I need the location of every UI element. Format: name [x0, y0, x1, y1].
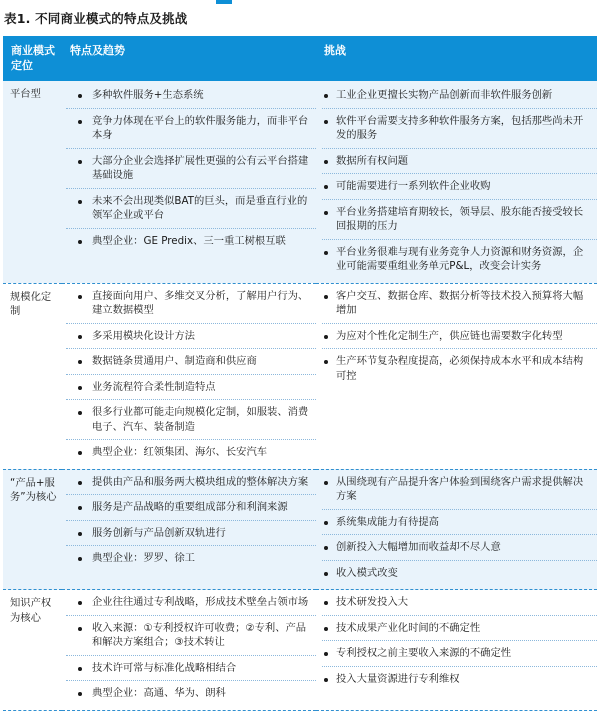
bullet-icon: [78, 360, 82, 364]
bullet-icon: [78, 692, 82, 696]
list-item: [66, 109, 316, 149]
list-item: [322, 284, 597, 324]
bullet-icon: [78, 667, 82, 671]
challenges-list: [322, 284, 597, 389]
list-item-text: 工业企业更擅长实物产品创新而非软件服务创新: [336, 89, 553, 101]
list-item: [66, 681, 316, 706]
list-item-text: 提供由产品和服务两大模块组成的整体解决方案: [92, 475, 309, 488]
features-list: [66, 470, 316, 571]
list-item-text: 很多行业都可能走向规模化定制，如服装、消费电子、汽车、装备制造: [92, 406, 309, 433]
list-item: [66, 590, 316, 616]
list-item-text: 为应对个性化定制生产，供应链也需要数字化转型: [336, 329, 563, 342]
bullet-icon: [78, 295, 82, 299]
bullet-icon: [324, 360, 328, 364]
challenges-list: [322, 590, 597, 691]
list-item-text: 服务创新与产品创新双轨进行: [92, 526, 226, 539]
bullet-icon: [324, 652, 328, 656]
list-item-text: 技术研发投入大: [336, 596, 409, 608]
bullet-icon: [78, 557, 82, 561]
list-item: [66, 189, 316, 229]
list-item: [66, 440, 316, 465]
bullet-icon: [324, 94, 328, 98]
bullet-icon: [324, 481, 328, 485]
bullet-icon: [324, 678, 328, 682]
list-item: [322, 470, 597, 510]
bullet-icon: [78, 335, 82, 339]
list-item-text: 技术许可常与标准化战略相结合: [92, 661, 237, 674]
bullet-icon: [324, 627, 328, 631]
list-item: [322, 535, 597, 561]
list-item: [66, 349, 316, 375]
list-item: [66, 375, 316, 401]
model-cell: 平台型: [3, 81, 62, 283]
bullet-icon: [78, 601, 82, 605]
list-item: [66, 616, 316, 656]
list-item: [66, 284, 316, 324]
bullet-icon: [324, 572, 328, 576]
list-item: [322, 349, 597, 388]
list-item-text: 企业往往通过专利战略，形成技术壁垒占领市场: [92, 596, 309, 608]
bullet-icon: [324, 601, 328, 605]
header-row: [3, 36, 597, 81]
list-item: [322, 109, 597, 149]
list-item-text: 可能需要进行一系列软件企业收购: [336, 180, 491, 192]
list-item-text: 直接面向用户、多维交叉分析，了解用户行为、建立数据模型: [92, 289, 309, 316]
list-item: [322, 324, 597, 350]
list-item-text: 典型企业：红领集团、海尔、长安汽车: [92, 446, 268, 458]
bullet-icon: [78, 481, 82, 485]
table-row: [3, 590, 597, 711]
list-item: [322, 240, 597, 279]
list-item-text: 大部分企业会选择扩展性更强的公有云平台搭建基础设施: [92, 154, 309, 181]
bullet-icon: [324, 251, 328, 255]
list-item-text: 多采用模块化设计方法: [92, 329, 195, 342]
bullet-icon: [324, 211, 328, 215]
features-cell: [62, 81, 316, 283]
bullet-icon: [78, 532, 82, 536]
list-item-text: 竞争力体现在平台上的软件服务能力，而非平台本身: [92, 114, 309, 141]
list-item-text: 业务流程符合柔性制造特点: [92, 380, 216, 393]
model-cell: “产品+服务”为核心: [3, 469, 62, 590]
list-item: [322, 641, 597, 667]
list-item-text: 平台业务搭建培育期较长，领导层、股东能否接受较长回报期的压力: [336, 205, 584, 232]
list-item-text: 数据所有权问题: [336, 154, 409, 167]
list-item: [322, 667, 597, 692]
list-item: [66, 229, 316, 254]
challenges-cell: [316, 590, 597, 711]
bullet-icon: [324, 120, 328, 124]
features-cell: [62, 590, 316, 711]
top-accent-bar: [216, 0, 232, 4]
bullet-icon: [78, 451, 82, 455]
challenges-list: [322, 83, 597, 279]
bullet-icon: [78, 94, 82, 98]
list-item: [66, 495, 316, 521]
list-item: [66, 546, 316, 571]
features-cell: [62, 469, 316, 590]
business-model-table: [3, 36, 597, 711]
bullet-icon: [78, 506, 82, 510]
list-item-text: 典型企业：罗罗、徐工: [92, 552, 195, 564]
list-item: [322, 149, 597, 175]
bullet-icon: [324, 160, 328, 164]
bullet-icon: [78, 160, 82, 164]
bullet-icon: [78, 386, 82, 390]
bullet-icon: [78, 240, 82, 244]
list-item-text: 投入大量资源进行专利维权: [336, 672, 460, 685]
list-item-text: 客户交互、数据仓库、数据分析等技术投入预算将大幅增加: [336, 289, 584, 316]
list-item-text: 平台业务很难与现有业务竞争人力资源和财务资源，企业可能需要重组业务单元P&L，改变会计实务: [336, 245, 584, 272]
list-item-text: 从围绕现有产品提升客户体验到围绕客户需求提供解决方案: [336, 475, 584, 502]
features-list: [66, 284, 316, 465]
table-caption: 表1. 不同商业模式的特点及挑战: [4, 11, 188, 26]
list-item-text: 数据链条贯通用户、制造商和供应商: [92, 355, 257, 367]
list-item-text: 软件平台需要支持多种软件服务方案，包括那些尚未开发的服务: [336, 114, 584, 141]
list-item-text: 收入来源：①专利授权许可收费；②专利、产品和解决方案组合；③技术转让: [92, 621, 307, 648]
list-item: [322, 590, 597, 616]
list-item: [66, 83, 316, 109]
list-item: [322, 616, 597, 642]
table-row: [3, 469, 597, 590]
bullet-icon: [324, 185, 328, 189]
list-item-text: 专利授权之前主要收入来源的不确定性: [336, 647, 512, 659]
list-item-text: 典型企业：GE Predix、三一重工树根互联: [92, 234, 286, 247]
list-item: [66, 470, 316, 496]
list-item-text: 收入模式改变: [336, 566, 398, 579]
features-cell: [62, 283, 316, 469]
list-item: [322, 510, 597, 536]
table-row: [3, 81, 597, 283]
list-item: [66, 324, 316, 350]
bullet-icon: [324, 546, 328, 550]
challenges-cell: [316, 283, 597, 469]
model-cell: 知识产权为核心: [3, 590, 62, 711]
list-item-text: 未来不会出现类似BAT的巨头，而是垂直行业的领军企业或平台: [92, 194, 308, 221]
bullet-icon: [78, 200, 82, 204]
list-item: [66, 656, 316, 682]
features-list: [66, 83, 316, 253]
list-item-text: 创新投入大幅增加而收益却不尽人意: [336, 541, 501, 553]
list-item: [66, 149, 316, 189]
list-item: [66, 400, 316, 440]
list-item-text: 技术成果产业化时间的不确定性: [336, 621, 481, 634]
list-item: [322, 174, 597, 200]
list-item: [322, 83, 597, 109]
header-challenges: 挑战: [316, 36, 597, 81]
bullet-icon: [324, 521, 328, 525]
list-item: [322, 561, 597, 586]
features-list: [66, 590, 316, 706]
bullet-icon: [324, 295, 328, 299]
list-item: [66, 521, 316, 547]
challenges-cell: [316, 81, 597, 283]
header-model: 商业模式定位: [3, 36, 62, 81]
challenges-cell: [316, 469, 597, 590]
challenges-list: [322, 470, 597, 586]
model-cell: 规模化定制: [3, 283, 62, 469]
bullet-icon: [78, 120, 82, 124]
bullet-icon: [324, 335, 328, 339]
header-features: 特点及趋势: [62, 36, 316, 81]
list-item-text: 多种软件服务+生态系统: [92, 89, 204, 101]
bullet-icon: [78, 411, 82, 415]
table-row: [3, 283, 597, 469]
list-item-text: 生产环节复杂程度提高，必须保持成本水平和成本结构可控: [336, 355, 584, 382]
bullet-icon: [78, 627, 82, 631]
list-item-text: 服务是产品战略的重要组成部分和利润来源: [92, 501, 288, 513]
list-item-text: 系统集成能力有待提高: [336, 515, 439, 528]
list-item-text: 典型企业：高通、华为、朗科: [92, 687, 226, 699]
list-item: [322, 200, 597, 240]
